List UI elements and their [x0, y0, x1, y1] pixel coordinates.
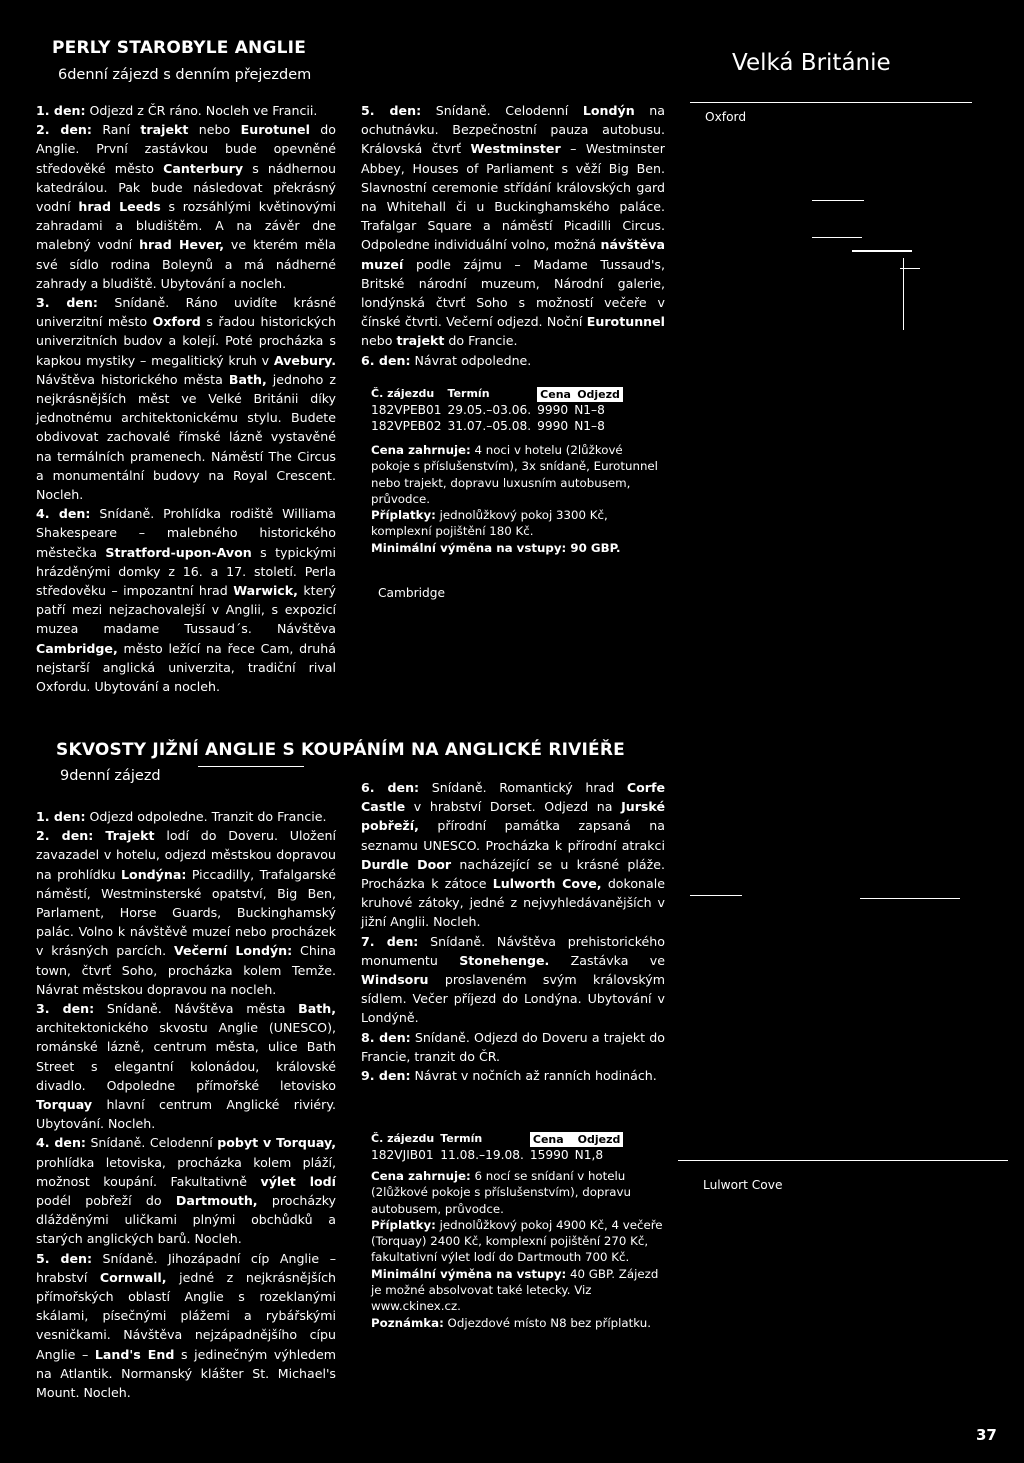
tour2-itinerary-col1: [36, 807, 336, 1402]
divider-line: [860, 898, 960, 899]
tour1-itinerary-col2: [361, 101, 665, 370]
tour1-title: PERLY STAROBYLE ANGLIE: [52, 38, 307, 58]
paragraph: 6. den: Snídaně. Romantický hrad Corfe Castle v hrabství Dorset. Odjezd na Jurské pobřeží, přírodní památka zapsaná na seznamu UNESCO. Procházka k přírodní atrakci Durdle Door nacházející se u krásné pláže. Procházka k zátoce Lulworth Cove, dokonale kruhové zátoky, jedné z nejvyhledávanějších v jižní Anglii. Nocleh.: [361, 780, 666, 930]
cell-tour-number: 182VPEB02: [371, 419, 442, 433]
photo-caption-oxford: Oxford: [705, 110, 747, 124]
country-label: Velká Británie: [732, 50, 891, 76]
header-term: Termín: [447, 387, 490, 400]
header-price: Cena: [530, 1132, 575, 1147]
table-header-row: [371, 387, 623, 402]
paragraph: 3. den: Snídaně. Ráno uvidíte krásné univerzitní město Oxford s řadou historických univerzitních budov a kolejí. Poté procházka s kapkou mystiky – megalitický kruh v Avebury. Návštěva historického města Bath, jednoho z nejkrásnějších měst ve Velké Británii díky jednotnému architektonickému stylu. Budete obdivovat zachovalé římské lázně vystavěné na termálních pramenech. Náměstí The Circus a monumentální budovy na Royal Crescent. Nocleh.: [36, 295, 336, 503]
paragraph: 2. den: Trajekt lodí do Doveru. Uložení zavazadel v hotelu, odjezd městskou dopravou na prohlídku Londýna: Piccadilly, Trafalgarské náměstí, Westminsterské opatství, Big Ben, Parlament, Horse Guards, Buckinghamský palác. Volno k návštěvě muzeí nebo procházek v krásných parcích. Večerní Londýn: China town, čtvrť Soho, procházka kolem Temže. Návrat městskou dopravou na nocleh.: [36, 828, 337, 997]
cell-departure: N1–8: [574, 419, 605, 433]
divider-line: [690, 102, 972, 103]
cell-departure: N1,8: [574, 1148, 604, 1162]
cell-price: 15990: [529, 1148, 569, 1162]
cell-term: 11.08.–19.08.: [440, 1148, 524, 1162]
paragraph: Cena zahrnuje: 6 nocí se snídaní v hotelu (2lůžkové pokoje s příslušenstvím), dopravu autobusem, průvodce.: [371, 1169, 631, 1216]
tour2-title: SKVOSTY JIŽNÍ ANGLIE S KOUPÁNÍM NA ANGLICKÉ RIVIÉŘE: [56, 740, 625, 760]
tour1-price-info: [371, 442, 661, 556]
cell-tour-number: 182VJIB01: [371, 1148, 434, 1162]
tour2-dates-table: [371, 1132, 623, 1163]
divider-line: [852, 250, 912, 252]
header-departure: Odjezd: [574, 387, 623, 402]
paragraph: Minimální výměna na vstupy: 90 GBP.: [371, 540, 621, 555]
paragraph: Minimální výměna na vstupy: 40 GBP. Zájezd je možné absolvovat také letecky. Viz www.ckinex.cz.: [371, 1266, 659, 1314]
cell-departure: N1–8: [574, 403, 605, 417]
tour1-dates-table: [371, 387, 623, 434]
page-number: 37: [976, 1426, 997, 1444]
divider-line: [678, 1160, 1008, 1161]
paragraph: 4. den: Snídaně. Celodenní pobyt v Torquay, prohlídka letoviska, procházka kolem pláží, možnost koupání. Fakultativně výlet lodí podél pobřeží do Dartmouth, procházky dlážděnými uličkami plnými obchůdků a starých anglických barů. Nocleh.: [36, 1135, 336, 1247]
tour1-subtitle: 6denní zájezd s denním přejezdem: [58, 67, 312, 83]
divider-line: [690, 895, 742, 896]
tour2-itinerary-col2: [361, 778, 665, 1085]
paragraph: Cena zahrnuje: 4 noci v hotelu (2lůžkové pokoje s příslušenstvím), 3x snídaně, Eurotunnel nebo trajekt, dopravu luxusním autobusem, průvodce.: [371, 443, 658, 506]
paragraph: 9. den: Návrat v nočních až ranních hodinách.: [361, 1068, 657, 1084]
paragraph: 3. den: Snídaně. Návštěva města Bath, architektonického skvostu Anglie (UNESCO), románské lázně, centrum města, ulice Bath Street s elegantní kolonádou, královské divadlo. Odpoledne přímořské letovisko Torquay hlavní centrum Anglické riviéry. Ubytování. Nocleh.: [36, 1001, 336, 1132]
header-departure: Odjezd: [575, 1132, 624, 1147]
cell-tour-number: 182VPEB01: [371, 403, 442, 417]
table-row: [371, 418, 623, 434]
table-header-row: [371, 1132, 623, 1147]
paragraph: 5. den: Snídaně. Jihozápadní cíp Anglie – hrabství Cornwall, jedné z nejkrásnějších přímořských oblastí Anglie s rozeklanými skálami, písečnými plážemi a rybářskými vesničkami. Návštěva nejzápadnějšího cípu Anglie – Land's End s jedinečným výhledem na Atlantik. Normanský klášter St. Michael's Mount. Nocleh.: [36, 1250, 337, 1401]
cell-term: 31.07.–05.08.: [447, 419, 532, 433]
paragraph: 4. den: Snídaně. Prohlídka rodiště Williama Shakespeare – malebného historického městečka Stratford-upon-Avon s typickými hrázděnými domky z 16. a 17. století. Perla středověku – impozantní hrad Warwick, který patří mezi nejzachovalejší v Anglii, s expozicí muzea madame Tussaud´s. Návštěva Cambridge, město ležící na řece Cam, druhá nejstarší anglická univerzita, tradiční rival Oxfordu. Ubytování a nocleh.: [36, 506, 337, 695]
divider-line: [198, 766, 304, 767]
paragraph: 5. den: Snídaně. Celodenní Londýn na ochutnávku. Bezpečnostní pauza autobusu. Královská čtvrť Westminster – Westminster Abbey, Houses of Parliament s věží Big Ben. Slavnostní ceremonie střídání královských gard na Whitehall či u Buckinghamského paláce. Trafalgar Square a náměstí Picadilli Circus. Odpoledne individuální volno, možná návštěva muzeí podle zájmu – Madame Tussaud's, Britské národní muzeum, Národní galerie, londýnská čtvrť Soho s možností večeře v čínské čtvrti. Večerní odjezd. Noční Eurotunnel nebo trajekt do Francie.: [361, 103, 665, 349]
header-tour-number: Č. zájezdu: [371, 1132, 435, 1145]
photo-caption-cambridge: Cambridge: [378, 586, 445, 600]
photo-caption-lulworth: Lulwort Cove: [703, 1178, 783, 1192]
tour2-price-info: [371, 1168, 663, 1331]
tour2-subtitle: 9denní zájezd: [60, 768, 161, 784]
table-row: [371, 1147, 623, 1163]
cell-term: 29.05.–03.06.: [447, 403, 532, 417]
paragraph: Příplatky: jednolůžkový pokoj 4900 Kč, 4 večeře (Torquay) 2400 Kč, komplexní pojištění 270 Kč, fakultativní výlet lodí do Dartmouth 700 Kč.: [371, 1217, 663, 1265]
paragraph: 1. den: Odjezd z ČR ráno. Nocleh ve Francii.: [36, 103, 318, 118]
paragraph: 8. den: Snídaně. Odjezd do Doveru a trajekt do Francie, tranzit do ČR.: [361, 1029, 666, 1064]
header-tour-number: Č. zájezdu: [371, 387, 435, 400]
paragraph: 1. den: Odjezd odpoledne. Tranzit do Francie.: [36, 809, 327, 824]
cell-price: 9990: [537, 403, 569, 417]
paragraph: 2. den: Raní trajekt nebo Eurotunel do Anglie. První zastávkou bude opevněné středověké město Canterbury s nádhernou katedrálou. Pak bude následovat překrásný vodní hrad Leeds s rozsáhlými květinovými zahradami a bludištěm. A na závěr dne malebný vodní hrad Hever, ve kterém měla své sídlo rodina Boleynů a má nádherné zahrady a bludiště. Ubytování a nocleh.: [36, 122, 336, 291]
divider-line: [812, 200, 864, 201]
paragraph: Příplatky: jednolůžkový pokoj 3300 Kč, komplexní pojištění 180 Kč.: [371, 508, 608, 539]
divider-line: [812, 237, 862, 238]
paragraph: Poznámka: Odjezdové místo N8 bez příplatku.: [371, 1315, 651, 1330]
header-price: Cena: [537, 387, 574, 402]
paragraph: 6. den: Návrat odpoledne.: [361, 352, 532, 368]
header-term: Termín: [440, 1132, 483, 1145]
paragraph: 7. den: Snídaně. Návštěva prehistorického monumentu Stonehenge. Zastávka ve Windsoru proslaveném svým královským sídlem. Večer příjezd do Londýna. Ubytování v Londýně.: [361, 933, 666, 1026]
cell-price: 9990: [537, 419, 569, 433]
table-row: [371, 402, 623, 418]
divider-line: [903, 258, 904, 330]
tour1-itinerary-col1: [36, 101, 336, 696]
